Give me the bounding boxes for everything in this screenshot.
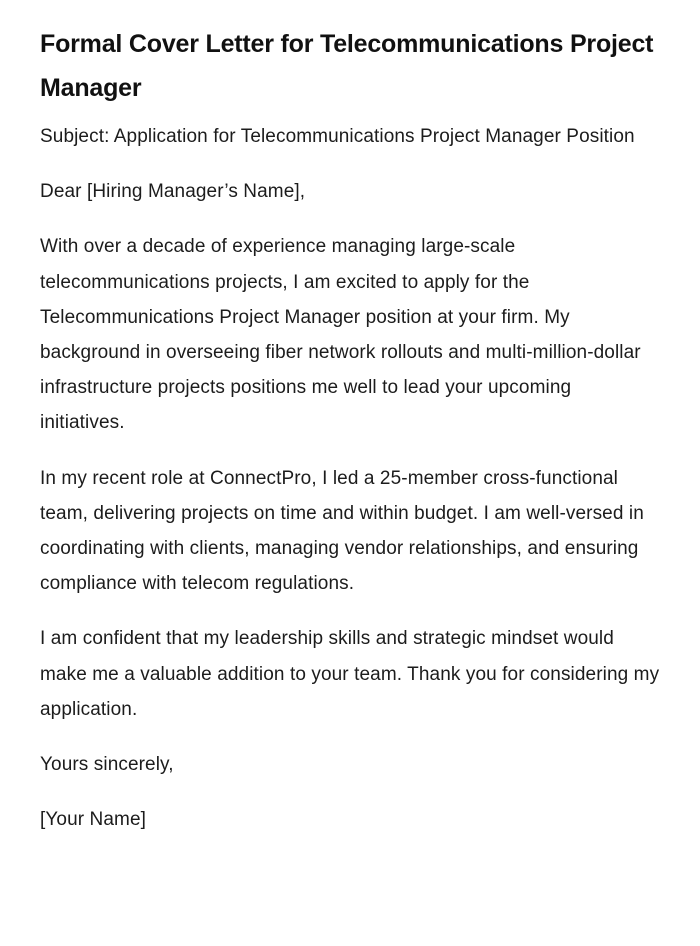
salutation: Dear [Hiring Manager’s Name], (40, 181, 306, 203)
body-paragraph-closing: I am confident that my leadership skills and strategic mindset would make me a valuable addition to your team. Thank you for considering my application. (40, 628, 660, 720)
page-title: Formal Cover Letter for Telecommunications Project Manager (40, 30, 654, 102)
body-paragraph-intro: With over a decade of experience managing large-scale telecommunications projects, I am excited to apply for the Telecommunications Project Manager position at your firm. My background in overseeing fiber network rollouts and multi-million-dollar infrastructure projects positions me well to lead your upcoming initiatives. (40, 236, 641, 434)
body-paragraph-experience: In my recent role at ConnectPro, I led a 25-member cross-functional team, delivering projects on time and within budget. I am well-versed in coordinating with clients, managing vendor relationships, and ensuring compliance with telecom regulations. (40, 467, 644, 595)
closing-line: Yours sincerely, (40, 754, 174, 776)
signature-name: [Your Name] (40, 809, 147, 831)
subject-line: Subject: Application for Telecommunications Project Manager Position (40, 126, 635, 147)
